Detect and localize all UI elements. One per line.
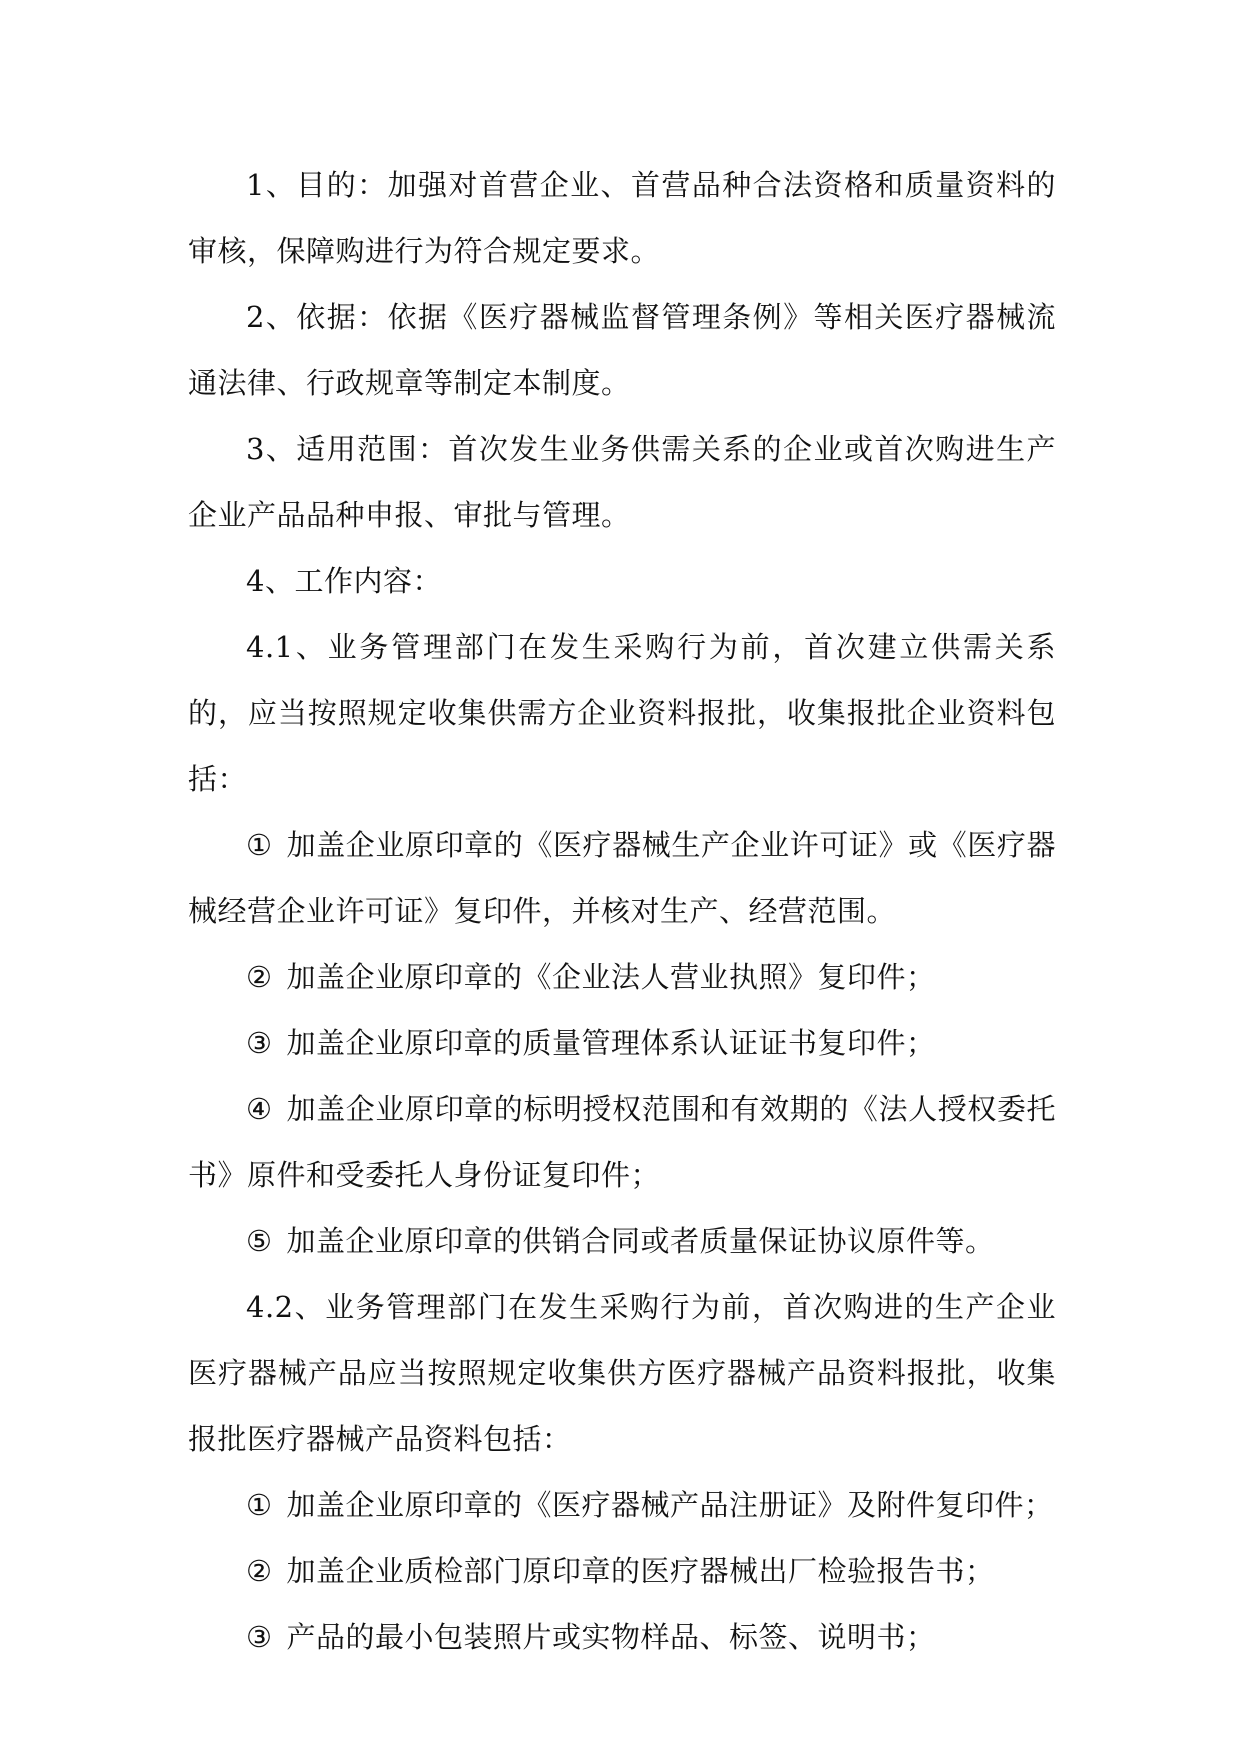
list-marker: ⑤ [246, 1224, 273, 1258]
paragraph-4-2: 4.2、业务管理部门在发生采购行为前，首次购进的生产企业医疗器械产品应当按照规定收集供方医疗器械产品资料报批，收集报批医疗器械产品资料包括： [188, 1290, 1056, 1456]
list-marker: ① [246, 1488, 273, 1522]
list-item [188, 1538, 1056, 1604]
list-item [188, 1604, 1056, 1670]
paragraph-4-1: 4.1、业务管理部门在发生采购行为前，首次建立供需关系的，应当按照规定收集供需方企业资料报批，收集报批企业资料包括： [188, 630, 1056, 796]
list-item-text: 加盖企业原印章的供销合同或者质量保证协议原件等。 [286, 1224, 995, 1258]
list-item [188, 944, 1056, 1010]
list-marker: ② [246, 1554, 273, 1588]
list-item-text: 加盖企业原印章的《医疗器械产品注册证》及附件复印件； [286, 1488, 1054, 1522]
list-item-text: 加盖企业质检部门原印章的医疗器械出厂检验报告书； [286, 1554, 995, 1588]
document-body [188, 152, 1056, 1670]
list-item-text: 加盖企业原印章的标明授权范围和有效期的《法人授权委托书》原件和受委托人身份证复印件； [188, 1092, 1056, 1192]
paragraph-work-content: 4、工作内容： [246, 564, 442, 598]
paragraph-basis: 2、依据：依据《医疗器械监督管理条例》等相关医疗器械流通法律、行政规章等制定本制度。 [188, 300, 1056, 400]
list-marker: ④ [246, 1092, 273, 1126]
list-marker: ③ [246, 1026, 273, 1060]
list-item-text: 加盖企业原印章的《医疗器械生产企业许可证》或《医疗器械经营企业许可证》复印件，并核对生产、经营范围。 [188, 828, 1056, 928]
list-item [188, 1076, 1056, 1208]
list-item [188, 1208, 1056, 1274]
list-item-text: 加盖企业原印章的质量管理体系认证证书复印件； [286, 1026, 936, 1060]
paragraph-scope: 3、适用范围：首次发生业务供需关系的企业或首次购进生产企业产品品种申报、审批与管理。 [188, 432, 1056, 532]
list-marker: ③ [246, 1620, 273, 1654]
list-item-text: 产品的最小包装照片或实物样品、标签、说明书； [286, 1620, 936, 1654]
list-item [188, 1010, 1056, 1076]
list-marker: ① [246, 828, 273, 862]
paragraph-purpose: 1、目的：加强对首营企业、首营品种合法资格和质量资料的审核，保障购进行为符合规定要求。 [188, 168, 1056, 268]
list-marker: ② [246, 960, 273, 994]
list-item [188, 812, 1056, 944]
list-item [188, 1472, 1056, 1538]
list-item-text: 加盖企业原印章的《企业法人营业执照》复印件； [286, 960, 936, 994]
